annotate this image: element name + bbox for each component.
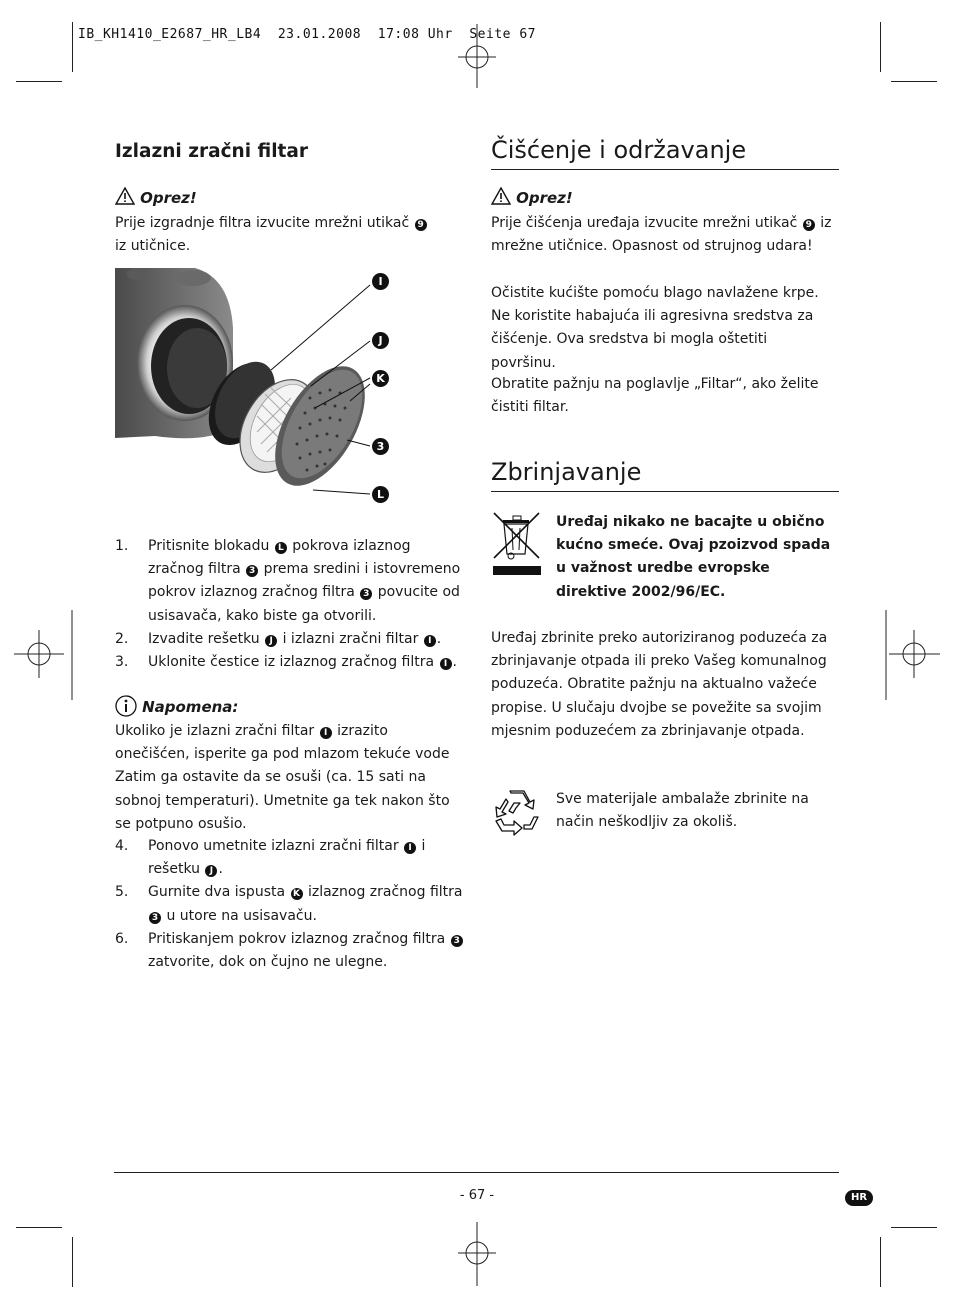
info-icon xyxy=(115,695,137,717)
note-heading xyxy=(115,695,238,717)
section-title-disposal: Zbrinjavanje xyxy=(491,458,642,486)
list-number: 5. xyxy=(115,884,129,901)
filter-reference-paragraph: Obratite pažnju na poglavlje „Filtar“, ako želite čistiti filtar. xyxy=(491,376,819,416)
list-item xyxy=(115,835,465,881)
text-run: Ukoliko je izlazni zračni filtar xyxy=(115,723,319,739)
disposal-paragraph: Uređaj zbrinite preko autoriziranog poduzeća za zbrinjavanje otpada ili preko Vašeg komunalnog poduzeća. Obratite pažnju na aktualno važeće propise. U slučaju dvojbe se povežite sa svojim mjesnim poduzećem za zbrinjavanje otpada. xyxy=(491,630,828,739)
recycling-text: Sve materijale ambalaže zbrinite na način neškodljiv za okoliš. xyxy=(556,791,809,831)
page-number: - 67 - xyxy=(459,1188,495,1203)
steps-list-b xyxy=(115,835,465,974)
registration-mark-right xyxy=(880,610,946,700)
warning-triangle-icon xyxy=(491,187,511,205)
text-run: pokrova izlaznog zračnog filtra xyxy=(148,538,411,578)
list-item xyxy=(115,881,465,927)
caution-label: Oprez! xyxy=(516,189,573,207)
text-run: Gurnite dva ispusta xyxy=(148,884,290,901)
text-run: izrazito onečišćen, isperite ga pod mlazom tekuće vode Zatim ga ostavite da se osuši (ca. 15 sati na sobnoj temperaturi). Umetnite ga tek nakon što se potpuno osušio. xyxy=(115,723,450,832)
list-number: 4. xyxy=(115,838,129,854)
ref-bubble: I xyxy=(440,658,452,670)
list-item xyxy=(115,535,465,628)
list-item xyxy=(115,651,465,674)
print-slug: IB_KH1410_E2687_HR_LB4 23.01.2008 17:08 Uhr Seite 67 xyxy=(78,27,536,42)
text-run: Pritiskanjem pokrov izlaznog zračnog filtra xyxy=(148,930,450,947)
recycling-icon xyxy=(492,787,542,837)
ref-bubble: 3 xyxy=(246,565,258,577)
text-run: povucite od usisavača, kako biste ga otvorili. xyxy=(148,584,460,624)
caution-heading xyxy=(115,187,197,207)
registration-mark-bottom xyxy=(454,1222,500,1286)
text-run: Izvadite rešetku xyxy=(148,630,265,647)
title-rule xyxy=(491,491,839,492)
text-run: i izlazni zračni filtar xyxy=(278,630,423,647)
figure-label-K: K xyxy=(372,370,389,387)
ref-bubble: J xyxy=(205,865,217,877)
figure-label-J: J xyxy=(372,332,389,349)
weee-warning-text: Uređaj nikako ne bacajte u obično kućno smeće. Ovaj pzoizvod spada u važnost uredbe evropske direktive 2002/96/EC. xyxy=(556,514,831,600)
caution-label: Oprez! xyxy=(140,189,197,207)
ref-bubble: L xyxy=(275,542,287,554)
note-label: Napomena: xyxy=(142,698,239,716)
warning-triangle-icon xyxy=(115,187,135,205)
list-number: 2. xyxy=(115,630,129,647)
text-run: i rešetku xyxy=(148,838,426,878)
ref-bubble: I xyxy=(424,635,436,647)
text-run: izlaznog zračnog filtra xyxy=(303,884,463,901)
note-text xyxy=(115,720,465,836)
weee-bin-icon xyxy=(491,510,543,576)
footer-rule xyxy=(114,1172,839,1173)
language-badge: HR xyxy=(845,1190,873,1206)
ref-bubble: K xyxy=(291,888,303,900)
text-run: . xyxy=(436,630,442,647)
section-title-cleaning: Čišćenje i održavanje xyxy=(491,136,747,164)
text-run: zatvorite, dok on čujno ne ulegne. xyxy=(148,954,388,971)
ref-bubble: I xyxy=(404,842,416,854)
text-run: Ponovo umetnite izlazni zračni filtar xyxy=(148,838,404,854)
caution-text-right: Prije čišćenja uređaja izvucite mrežni utikač 9 iz mrežne utičnice. Opasnost od strujnog udara! xyxy=(491,215,832,255)
list-number: 3. xyxy=(115,654,129,671)
list-item xyxy=(115,928,465,974)
ref-bubble: 3 xyxy=(451,935,463,947)
ref-bubble: 3 xyxy=(360,588,372,600)
exhaust-filter-illustration xyxy=(115,268,395,508)
list-number: 6. xyxy=(115,930,129,947)
text-run: Uklonite čestice iz izlaznog zračnog filtra xyxy=(148,654,439,671)
registration-mark-left xyxy=(14,610,80,700)
ref-bubble: J xyxy=(265,635,277,647)
ref-bubble: 9 xyxy=(803,219,815,231)
text-run: Pritisnite blokadu xyxy=(148,538,274,554)
caution-heading-right xyxy=(491,187,573,207)
ref-bubble: I xyxy=(320,727,332,739)
figure-label-3: 3 xyxy=(372,438,389,455)
list-number: 1. xyxy=(115,538,129,554)
ref-bubble: 9 xyxy=(415,219,427,231)
text-run: u utore na usisavaču. xyxy=(162,907,317,924)
section-title-exhaust-filter: Izlazni zračni filtar xyxy=(115,141,308,162)
steps-list-a xyxy=(115,535,465,674)
text-run: . xyxy=(218,861,223,878)
figure-label-I: I xyxy=(372,273,389,290)
title-rule xyxy=(491,169,839,170)
text-run: . xyxy=(452,654,457,671)
ref-bubble: 3 xyxy=(149,912,161,924)
figure-label-L: L xyxy=(372,486,389,503)
caution-text: Prije izgradnje filtra izvucite mrežni utikač 9 iz utičnice. xyxy=(115,212,445,258)
text-run: prema sredini i istovremeno pokrov izlaznog zračnog filtra xyxy=(148,561,461,601)
cleaning-paragraph: Očistite kućište pomoću blago navlažene krpe. Ne koristite habajuća ili agresivna sredstva za čišćenje. Ova sredstva bi mogla oštetiti površinu. xyxy=(491,285,819,371)
list-item xyxy=(115,628,465,651)
